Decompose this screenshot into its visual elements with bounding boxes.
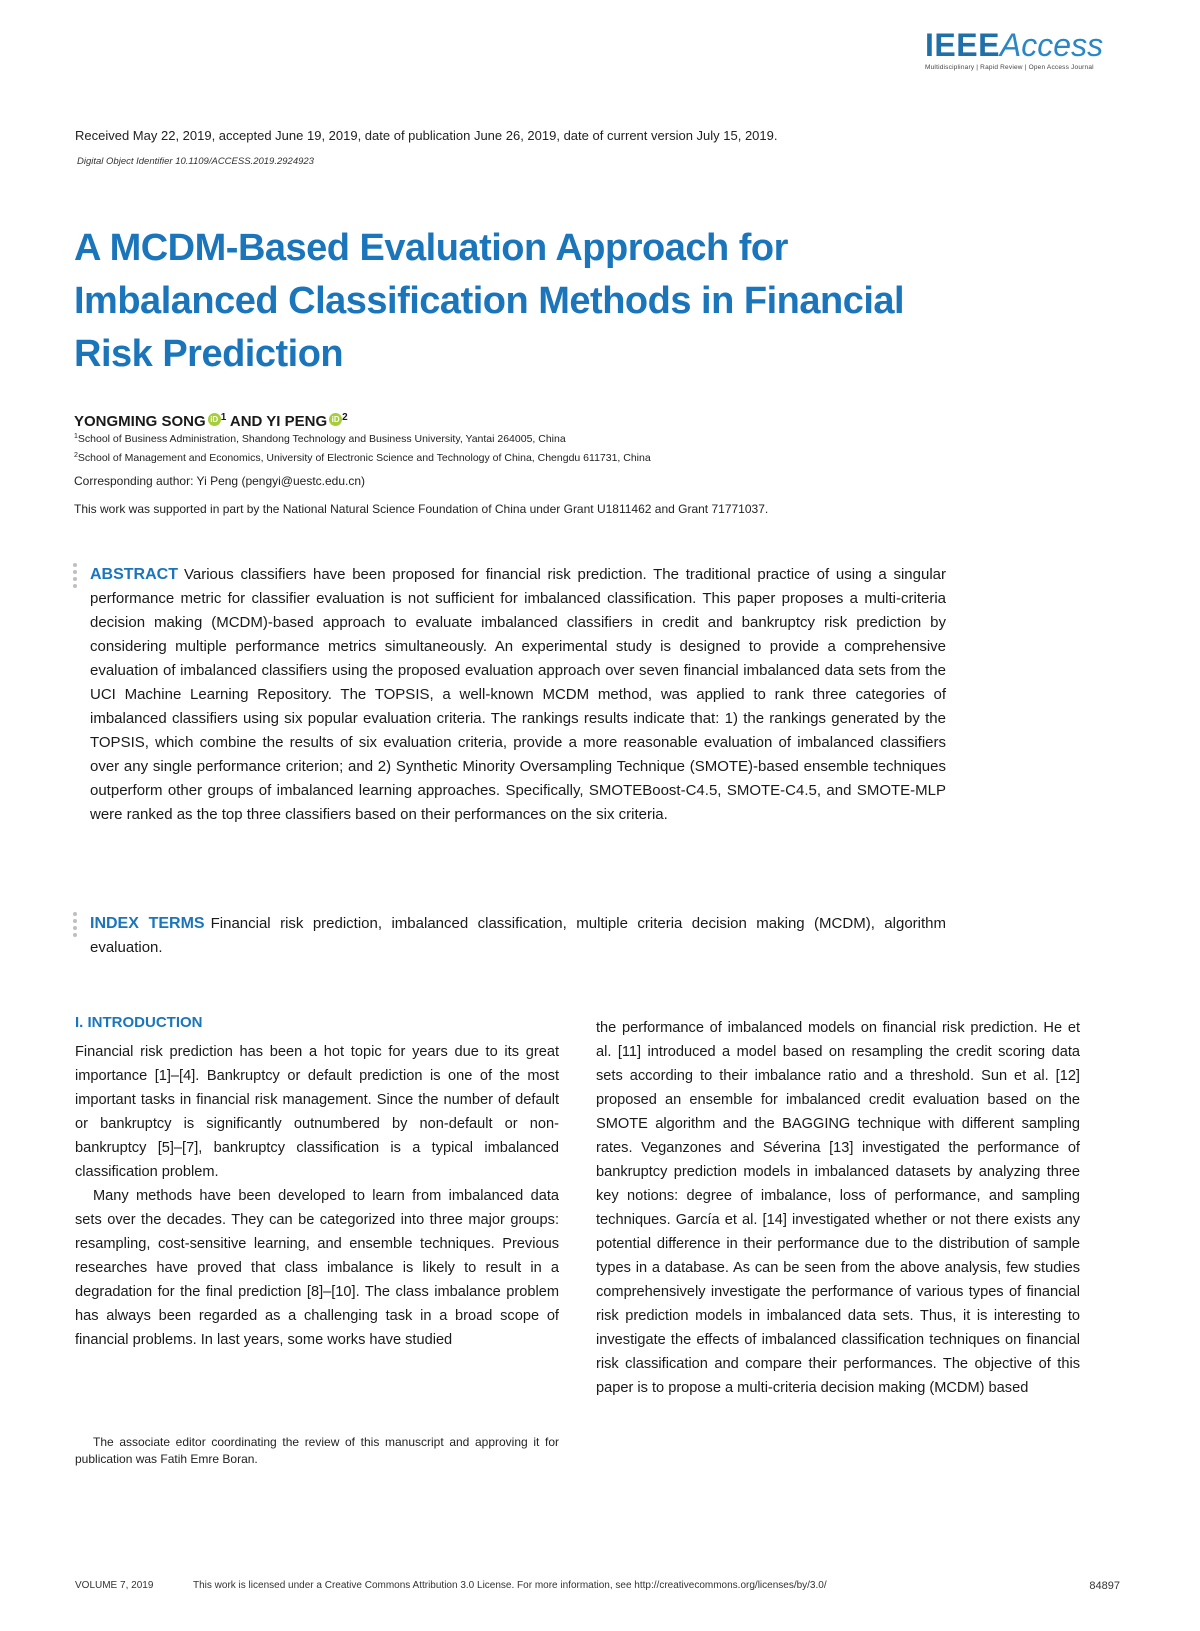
orcid-icon[interactable]: iD: [208, 413, 221, 426]
journal-logo: [925, 28, 1120, 88]
intro-paragraph-1: Financial risk prediction has been a hot topic for years due to its great importance [1]–[4]. Bankruptcy or default prediction is one of the most important tasks in financial risk management. Since the number of default or bankruptcy is significantly outnumbered by non-default or non-bankruptcy [5]–[7], bankruptcy classification is a typical imbalanced classification problem.: [75, 1044, 559, 1180]
right-column: [596, 1016, 1080, 1400]
left-column: [75, 1040, 559, 1352]
logo-ieee-text: IEEE: [925, 27, 1000, 63]
author-2-affil-sup: 2: [342, 412, 348, 423]
doi-line: Digital Object Identifier 10.1109/ACCESS.2019.2924923: [77, 156, 314, 167]
intro-paragraph-2: Many methods have been developed to learn from imbalanced data sets over the decades. They can be categorized into three major groups: resampling, cost-sensitive learning, and ensemble techniques. Previous researches have proved that class imbalance is likely to result in a degradation for the final prediction [8]–[10]. The class imbalance problem has always been regarded as a challenging task in a broad scope of financial problems. In last years, some works have studied: [75, 1188, 559, 1348]
abstract: [90, 563, 946, 827]
orcid-icon[interactable]: iD: [329, 413, 342, 426]
affiliation-2: $^2$School of Management and Economics, University of Electronic Science and Technology of China, Chengdu 611731, China: [74, 452, 651, 464]
index-terms-marker-icon: [73, 912, 79, 940]
paper-title: A MCDM-Based Evaluation Approach for Imbalanced Classification Methods in Financial Risk Prediction: [74, 227, 905, 375]
received-dates: Received May 22, 2019, accepted June 19, 2019, date of publication June 26, 2019, date of current version July 15, 2019.: [75, 128, 778, 143]
logo-tagline: Multidisciplinary | Rapid Review | Open Access Journal: [925, 64, 1094, 71]
abstract-marker-icon: [73, 563, 79, 591]
footer-volume: VOLUME 7, 2019: [75, 1580, 154, 1591]
funding-note: This work was supported in part by the National Natural Science Foundation of China under Grant U1811462 and Grant 71771037.: [74, 502, 769, 516]
footer-license: This work is licensed under a Creative Commons Attribution 3.0 License. For more information, see http://creativecommons.org/licenses/by/3.0/: [193, 1580, 827, 1591]
logo-access-text: Access: [999, 27, 1104, 63]
author-line: [74, 412, 348, 430]
index-terms-label: INDEX TERMS: [90, 915, 205, 932]
index-terms-text: Financial risk prediction, imbalanced classification, multiple criteria decision making (MCDM), algorithm evaluation.: [90, 915, 946, 956]
intro-paragraph-3: the performance of imbalanced models on financial risk prediction. He et al. [11] introduced a model based on resampling the credit scoring data sets according to their imbalance ratio and a threshold. Sun et al. [12] proposed an ensemble for imbalanced credit evaluation based on the SMOTE algorithm and the BAGGING technique with different sampling rates. Veganzones and Séverina [13] investigated the performance of bankruptcy prediction models in imbalanced datasets by analyzing three key notions: degree of imbalance, loss of performance, and sampling techniques. García et al. [14] investigated whether or not there exists any potential difference in their performance due to the distribution of sample types in a database. As can be seen from the above analysis, few studies comprehensively investigate the performance of various types of financial risk prediction models in imbalanced data sets. Thus, it is interesting to investigate the effects of imbalanced classification techniques on financial risk classification and compare their performances. The objective of this paper is to propose a multi-criteria decision making (MCDM) based: [596, 1020, 1080, 1396]
abstract-label: ABSTRACT: [90, 566, 178, 583]
abstract-text: Various classifiers have been proposed for financial risk prediction. The traditional practice of using a singular performance metric for classifier evaluation is not sufficient for imbalanced classification. This paper proposes a multi-criteria decision making (MCDM)-based approach to evaluate imbalanced classifiers in credit and bankruptcy risk prediction by considering multiple performance metrics simultaneously. An experimental study is designed to provide a comprehensive evaluation of imbalanced classifiers using the proposed evaluation approach over seven financial imbalanced data sets from the UCI Machine Learning Repository. The TOPSIS, a well-known MCDM method, was applied to rank three categories of imbalanced classifiers using six popular evaluation criteria. The rankings results indicate that: 1) the rankings generated by the TOPSIS, which combine the results of six evaluation criteria, provide a more reasonable evaluation of imbalanced classifiers over any single performance criterion; and 2) Synthetic Minority Oversampling Technique (SMOTE)-based ensemble techniques outperform other groups of imbalanced learning approaches. Specifically, SMOTEBoost-C4.5, SMOTE-C4.5, and SMOTE-MLP were ranked as the top three classifiers based on their performances on the six criteria.: [90, 566, 946, 823]
affiliation-1: $^1$School of Business Administration, Shandong Technology and Business University, Yantai 264005, China: [74, 433, 566, 445]
author-1-name: YONGMING SONG: [74, 413, 206, 430]
author-2-name: AND YI PENG: [229, 413, 328, 430]
page-number: 84897: [1089, 1580, 1120, 1592]
section-heading-introduction: I. INTRODUCTION: [75, 1014, 203, 1031]
corresponding-author: Corresponding author: Yi Peng (pengyi@uestc.edu.cn): [74, 474, 366, 488]
author-1-affil-sup: 1: [220, 412, 227, 423]
editor-footnote: The associate editor coordinating the review of this manuscript and approving it for publication was Fatih Emre Boran.: [75, 1435, 559, 1466]
index-terms: [90, 912, 946, 960]
